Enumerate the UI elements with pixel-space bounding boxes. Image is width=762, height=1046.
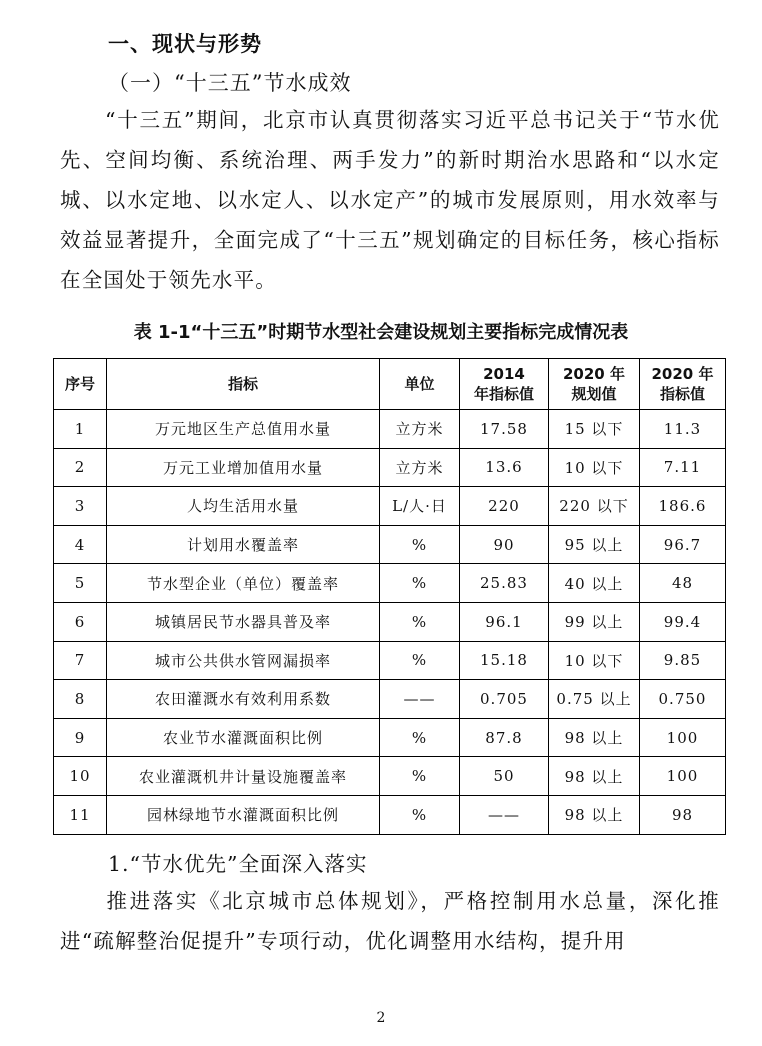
cell-indicator: 农业节水灌溉面积比例: [107, 718, 380, 757]
table-header-row: [54, 359, 726, 410]
cell-unit: %: [380, 795, 460, 834]
cell-2014-value: 25.83: [460, 564, 549, 603]
cell-2020-value: 9.85: [640, 641, 726, 680]
cell-2014-value: 17.58: [460, 410, 549, 449]
table-row: [54, 487, 726, 526]
cell-2020-plan: 10 以下: [549, 448, 640, 487]
cell-serial: 1: [54, 410, 107, 449]
table-row: [54, 448, 726, 487]
cell-unit: L/人·日: [380, 487, 460, 526]
header-unit: 单位: [380, 359, 460, 410]
cell-2020-value: 7.11: [640, 448, 726, 487]
cell-2020-value: 99.4: [640, 602, 726, 641]
table-row: [54, 795, 726, 834]
cell-serial: 11: [54, 795, 107, 834]
page-number: 2: [376, 1010, 386, 1026]
cell-serial: 5: [54, 564, 107, 603]
table-row: [54, 602, 726, 641]
cell-unit: %: [380, 602, 460, 641]
cell-2020-value: 0.750: [640, 680, 726, 719]
cell-2020-value: 100: [640, 718, 726, 757]
table-row: [54, 525, 726, 564]
cell-unit: 立方米: [380, 410, 460, 449]
cell-2020-plan: 40 以上: [549, 564, 640, 603]
header-serial: 序号: [54, 359, 107, 410]
cell-indicator: 城镇居民节水器具普及率: [107, 602, 380, 641]
cell-2014-value: 220: [460, 487, 549, 526]
cell-unit: %: [380, 641, 460, 680]
cell-2020-plan: 98 以上: [549, 795, 640, 834]
cell-serial: 6: [54, 602, 107, 641]
cell-2020-plan: 10 以下: [549, 641, 640, 680]
cell-2014-value: 13.6: [460, 448, 549, 487]
subsection-heading: （一）“十三五”节水成效: [108, 71, 352, 95]
cell-indicator: 万元地区生产总值用水量: [107, 410, 380, 449]
cell-2020-value: 100: [640, 757, 726, 796]
table-row: [54, 564, 726, 603]
cell-2020-value: 98: [640, 795, 726, 834]
cell-unit: %: [380, 718, 460, 757]
cell-serial: 7: [54, 641, 107, 680]
cell-unit: %: [380, 525, 460, 564]
paragraph-implementation-text: 推进落实《北京城市总体规划》，严格控制用水总量，深化推进“疏解整治促提升”专项行动，优化调整用水结构，提升用: [60, 889, 720, 953]
header-indicator: 指标: [107, 359, 380, 410]
paragraph-achievements-text: “十三五”期间，北京市认真贯彻落实习近平总书记关于“节水优先、空间均衡、系统治理、两手发力”的新时期治水思路和“以水定城、以水定地、以水定人、以水定产”的城市发展原则，用水效率与效益显著提升，全面完成了“十三五”规划确定的目标任务，核心指标在全国处于领先水平。: [60, 108, 720, 292]
cell-indicator: 节水型企业（单位）覆盖率: [107, 564, 380, 603]
cell-2020-plan: 15 以下: [549, 410, 640, 449]
cell-indicator: 农田灌溉水有效利用系数: [107, 680, 380, 719]
cell-2020-value: 96.7: [640, 525, 726, 564]
cell-2020-plan: 220 以下: [549, 487, 640, 526]
cell-serial: 10: [54, 757, 107, 796]
cell-2014-value: 96.1: [460, 602, 549, 641]
cell-2020-plan: 95 以上: [549, 525, 640, 564]
header-2020-value: 2020 年指标值: [640, 359, 726, 410]
paragraph-implementation: [60, 881, 720, 961]
cell-indicator: 农业灌溉机井计量设施覆盖率: [107, 757, 380, 796]
header-2014-value: 2014 年指标值: [460, 359, 549, 410]
cell-2014-value: 15.18: [460, 641, 549, 680]
cell-indicator: 人均生活用水量: [107, 487, 380, 526]
table-row: [54, 410, 726, 449]
cell-2020-plan: 98 以上: [549, 718, 640, 757]
cell-2020-value: 48: [640, 564, 726, 603]
cell-serial: 9: [54, 718, 107, 757]
cell-2014-value: 87.8: [460, 718, 549, 757]
cell-serial: 8: [54, 680, 107, 719]
cell-2020-plan: 98 以上: [549, 757, 640, 796]
header-2020-plan: 2020 年规划值: [549, 359, 640, 410]
cell-2014-value: 0.705: [460, 680, 549, 719]
cell-2020-plan: 99 以上: [549, 602, 640, 641]
table-row: [54, 757, 726, 796]
table-row: [54, 680, 726, 719]
cell-2020-plan: 0.75 以上: [549, 680, 640, 719]
cell-indicator: 园林绿地节水灌溉面积比例: [107, 795, 380, 834]
cell-unit: 立方米: [380, 448, 460, 487]
cell-indicator: 万元工业增加值用水量: [107, 448, 380, 487]
cell-2020-value: 11.3: [640, 410, 726, 449]
cell-2014-value: ——: [460, 795, 549, 834]
section-heading: 一、现状与形势: [108, 32, 262, 56]
cell-unit: %: [380, 757, 460, 796]
cell-2020-value: 186.6: [640, 487, 726, 526]
cell-serial: 4: [54, 525, 107, 564]
cell-serial: 2: [54, 448, 107, 487]
cell-2014-value: 90: [460, 525, 549, 564]
cell-indicator: 计划用水覆盖率: [107, 525, 380, 564]
table-caption: 表 1-1“十三五”时期节水型社会建设规划主要指标完成情况表: [133, 322, 629, 343]
cell-unit: %: [380, 564, 460, 603]
table-row: [54, 718, 726, 757]
cell-serial: 3: [54, 487, 107, 526]
indicator-table: [53, 358, 726, 835]
cell-2014-value: 50: [460, 757, 549, 796]
paragraph-achievements: [60, 100, 720, 300]
cell-indicator: 城市公共供水管网漏损率: [107, 641, 380, 680]
cell-unit: ——: [380, 680, 460, 719]
table-row: [54, 641, 726, 680]
subheading-water-saving-priority: 1.“节水优先”全面深入落实: [108, 852, 368, 876]
